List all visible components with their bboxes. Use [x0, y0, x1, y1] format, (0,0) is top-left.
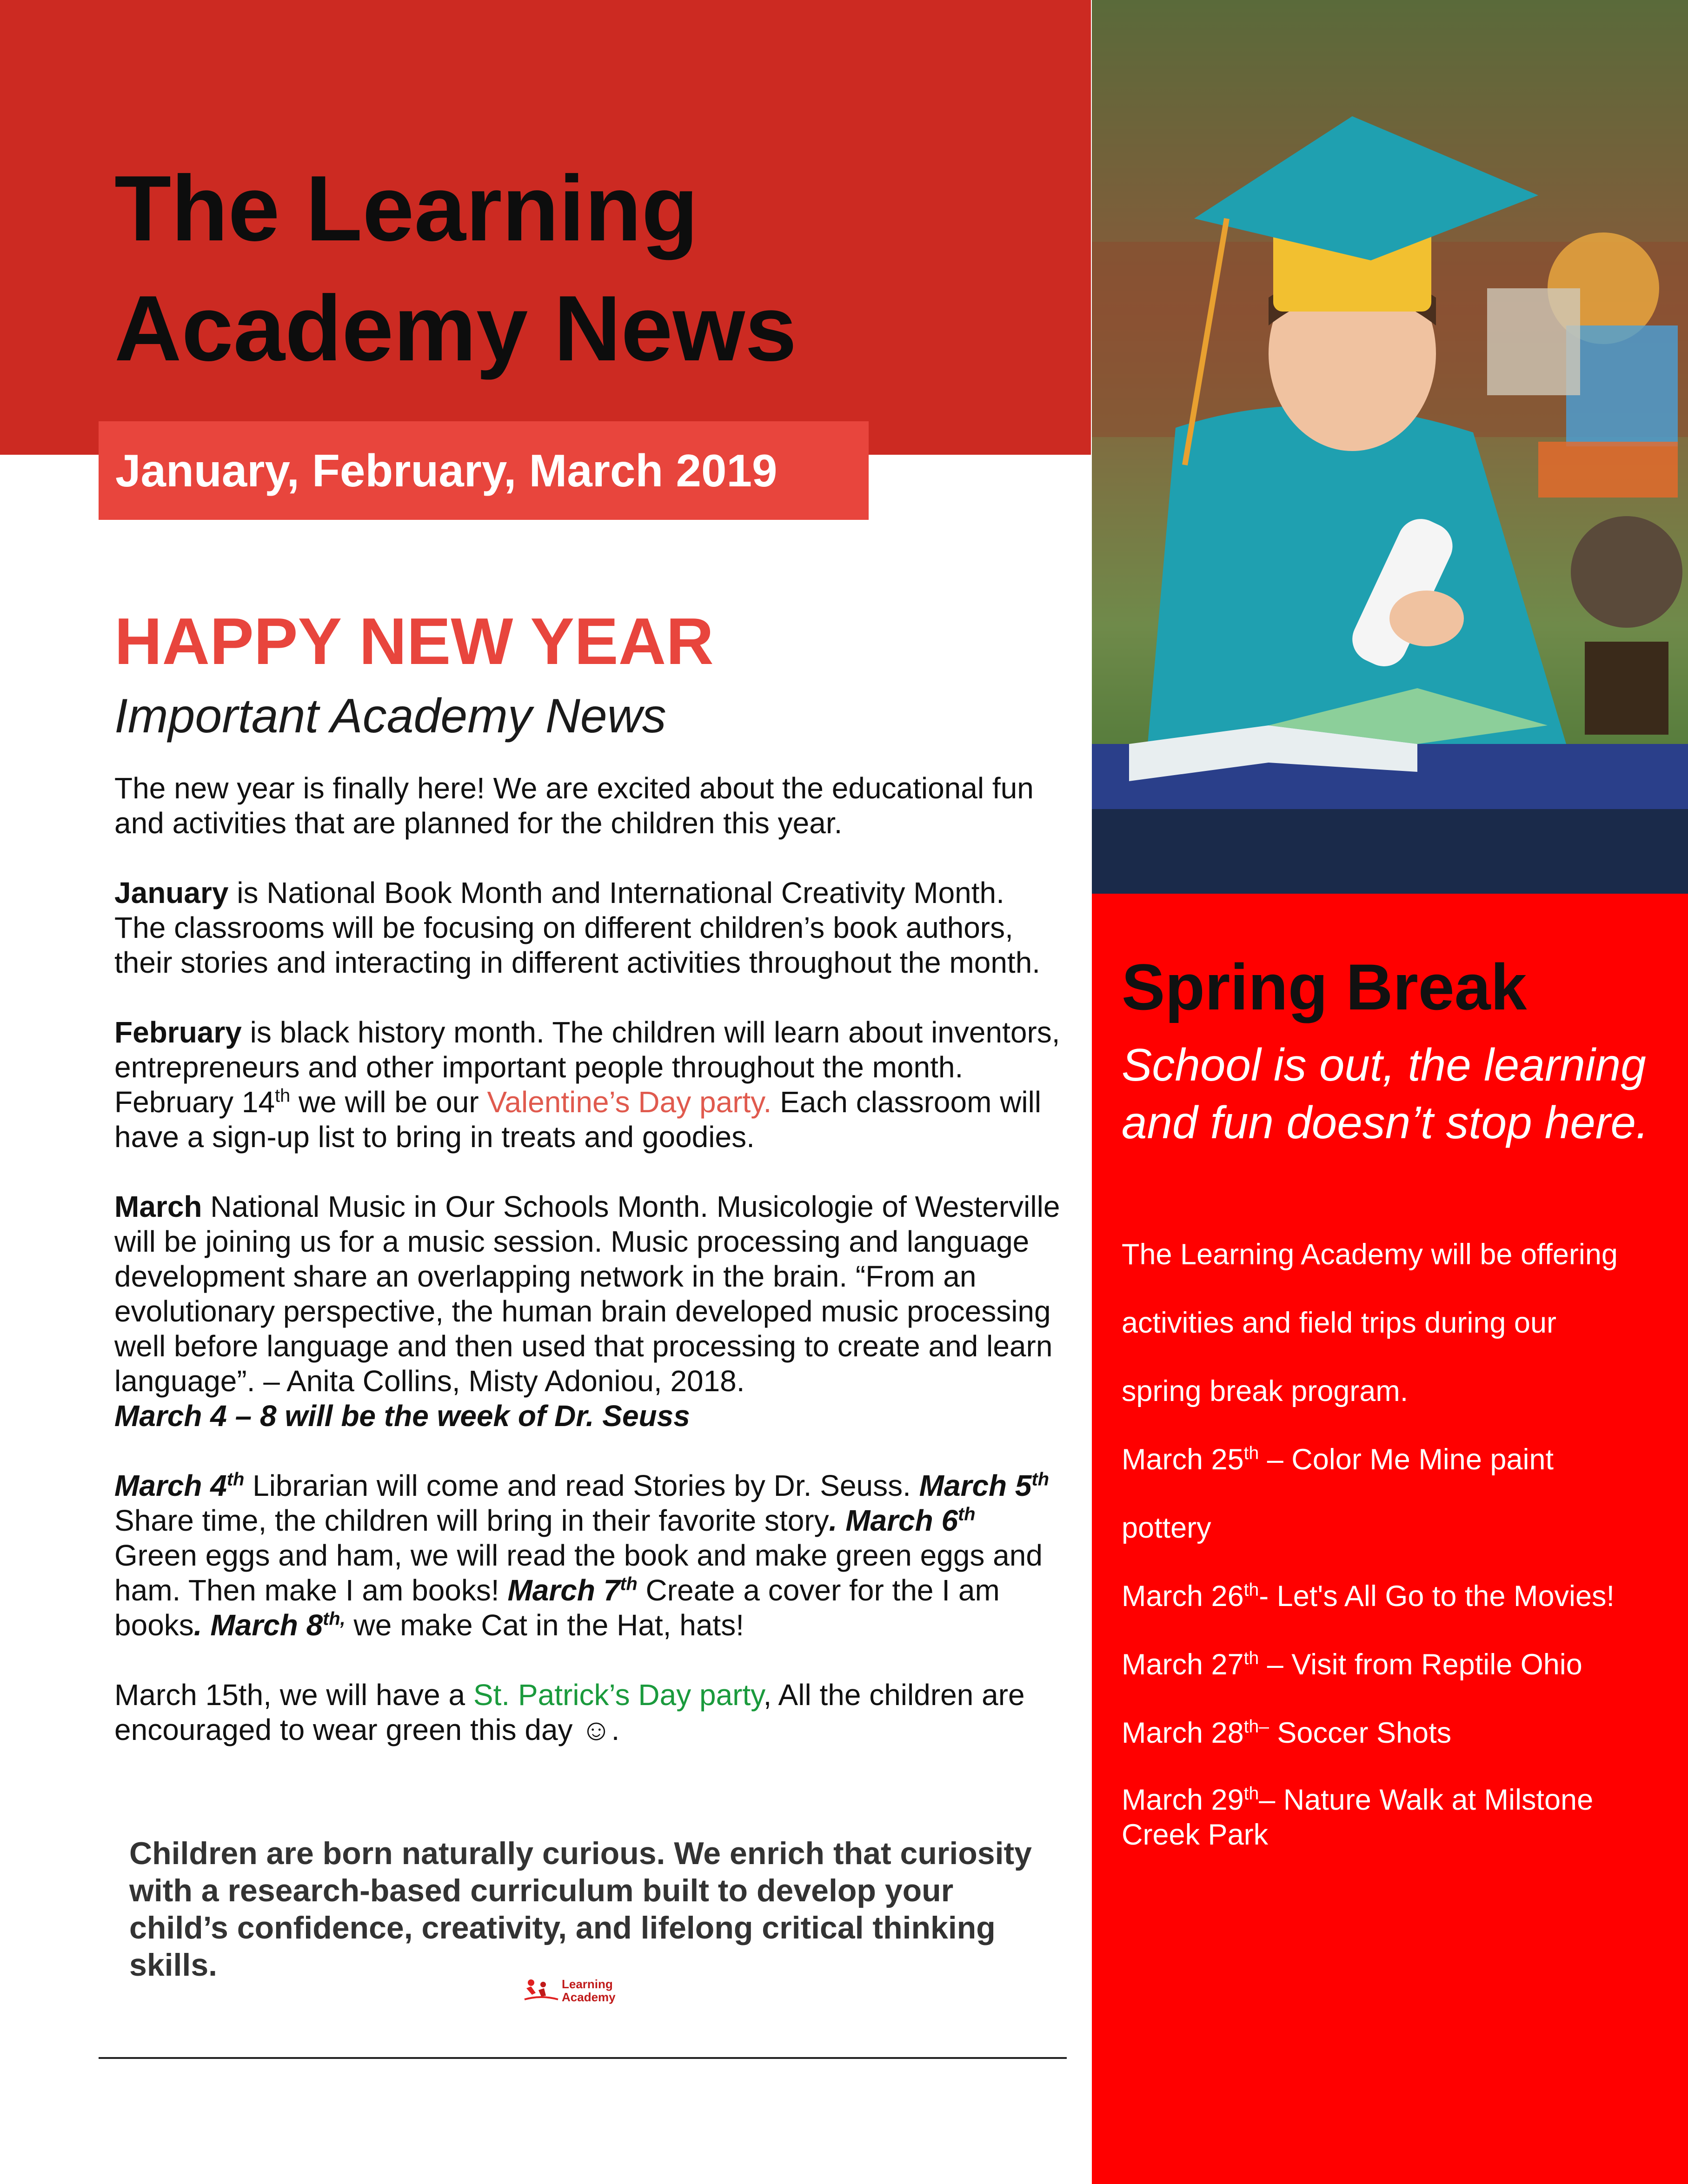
main-article — [114, 600, 1063, 1782]
schedule-item: March 27th – Visit from Reptile Ohio — [1122, 1648, 1582, 1681]
logo-text-line1: Learning — [562, 1977, 613, 1991]
spring-break-subheading: School is out, the learning and fun doesn’t stop here. — [1122, 1039, 1649, 1148]
schedule-item: March $28^{th-}$ Soccer Shots — [1122, 1717, 1452, 1749]
logo-text-line2: Academy — [562, 1990, 616, 2004]
spring-break-schedule — [1122, 1236, 1670, 1852]
headline: HAPPY NEW YEAR — [114, 604, 714, 678]
valentines-party-link: Valentine’s Day party. — [487, 1085, 772, 1119]
st-patricks-paragraph: March 15th, we will have a St. Patrick’s Day party, All the children are encouraged to wear green this day ☺. — [114, 1678, 1025, 1746]
january-paragraph: January is National Book Month and International Creativity Month. The classrooms will be focusing on different children’s book authors, their stories and interacting in different activities throughout the month. — [114, 876, 1041, 979]
learning-academy-logo — [523, 1974, 648, 2007]
date-range-banner: January, February, March 2019 — [99, 421, 869, 520]
schedule-item: March 25th – Color Me Mine paint — [1122, 1443, 1554, 1476]
bottom-divider — [99, 2057, 1067, 2059]
schedule-item-continued: pottery — [1122, 1512, 1211, 1544]
spring-break-sidebar — [1092, 894, 1688, 2184]
smiley-icon: ☺ — [581, 1713, 611, 1746]
intro-line: The Learning Academy will be offering — [1122, 1238, 1618, 1271]
subheadline: Important Academy News — [114, 689, 666, 743]
february-paragraph: February is black history month. The children will learn about inventors, entrepreneurs and other important people throughout the month. February 14th we will be our Valentine’s Day party. Each classroom will have a sign-up list to bring in treats and goodies. — [114, 1016, 1060, 1154]
mission-quote: Children are born naturally curious. We enrich that curiosity with a research-based curriculum built to develop your child’s confidence, creativity, and lifelong critical thinking skills. — [129, 1836, 1032, 1983]
seuss-week-paragraph: March 4th Librarian will come and read Stories by Dr. Seuss. March 5th Share time, the children will bring in their favorite story. March 6th Green eggs and ham, we will read the book and make green eggs and ham. Then make I am books! March 7th Create a cover for the I am books. March $8^{th,}$ we make Cat in the Hat, hats! — [114, 1469, 1049, 1642]
march-paragraph: March National Music in Our Schools Month. Musicologie of Westerville will be joining us for a music session. Music processing and language development share an overlapping network in the brain. “From an evolutionary perspective, the human brain developed music processing well before language and then used that processing to create and learn language”. – Anita Collins, Misty Adoniou, 2018. March 4 – 8 will be the week of Dr. Seuss — [114, 1190, 1060, 1433]
graduate-child-photo — [1092, 0, 1688, 894]
intro-line: activities and field trips during our — [1122, 1307, 1556, 1339]
newsletter-title: The Learning Academy News — [114, 157, 797, 380]
intro-paragraph: The new year is finally here! We are excited about the educational fun and activities that are planned for the children this year. — [114, 771, 1034, 840]
schedule-item: March 29th– Nature Walk at Milstone Creek Park — [1122, 1784, 1594, 1851]
spring-break-heading: Spring Break — [1122, 950, 1527, 1023]
schedule-item: March 26th- Let's All Go to the Movies! — [1122, 1580, 1615, 1613]
st-patricks-party-link: St. Patrick’s Day party — [473, 1678, 764, 1712]
seuss-week-note: March 4 – 8 will be the week of Dr. Seuss — [114, 1399, 690, 1433]
intro-line: spring break program. — [1122, 1375, 1409, 1407]
